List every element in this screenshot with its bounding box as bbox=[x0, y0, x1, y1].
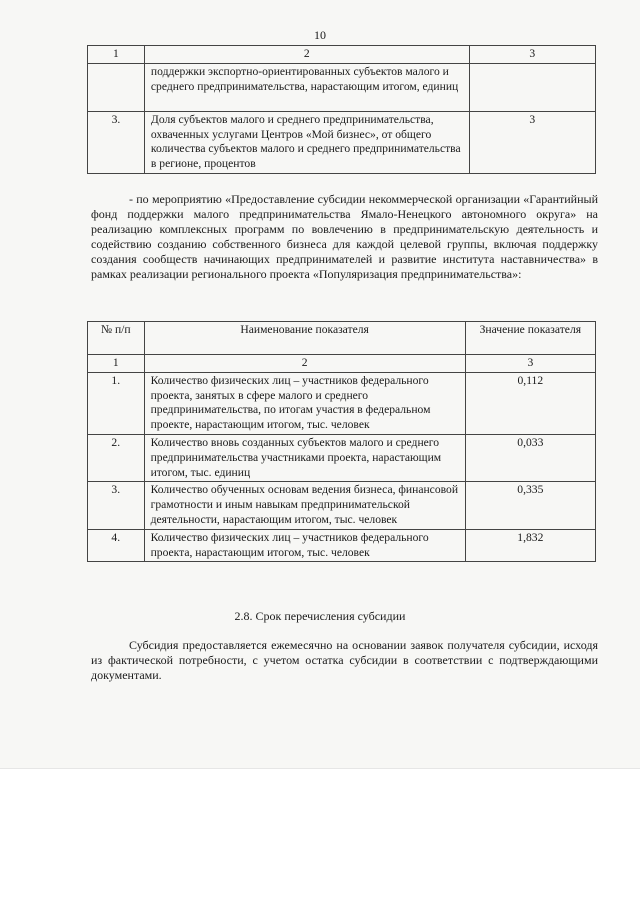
row-indicator: поддержки экспортно-ориентированных субъектов малого и среднего предпринимательства, нарастающим итогом, единиц bbox=[144, 63, 469, 111]
section-paragraph bbox=[91, 638, 598, 683]
numbering-cell: 3 bbox=[465, 355, 595, 373]
header-number: № п/п bbox=[88, 322, 145, 355]
table-row bbox=[88, 111, 596, 173]
row-number: 1. bbox=[88, 372, 145, 434]
table-row bbox=[88, 529, 596, 562]
table-row bbox=[88, 434, 596, 481]
row-indicator: Количество физических лиц – участников федерального проекта, занятых в сфере малого и среднего предпринимательства, по итогам участия в федеральном проекте, нарастающим итогом, тыс. человек bbox=[144, 372, 465, 434]
row-value bbox=[469, 63, 595, 111]
row-value: 0,112 bbox=[465, 372, 595, 434]
row-indicator: Количество обученных основам ведения бизнеса, финансовой грамотности и иным навыкам предпринимательской деятельности, нарастающим итогом, тыс. человек bbox=[144, 482, 465, 529]
section-paragraph-text: Субсидия предоставляется ежемесячно на основании заявок получателя субсидии, исходя из фактической потребности, с учетом остатка субсидии в соответствии с подтверждающими документами. bbox=[91, 638, 598, 682]
row-indicator: Количество физических лиц – участников федерального проекта, нарастающим итогом, тыс. человек bbox=[144, 529, 465, 562]
row-indicator: Доля субъектов малого и среднего предпринимательства, охваченных услугами Центров «Мой бизнес», от общего количества субъектов малого и среднего предпринимательства в регионе, процентов bbox=[144, 111, 469, 173]
row-number bbox=[88, 63, 145, 111]
header-cell: 1 bbox=[88, 46, 145, 64]
section-heading: 2.8. Срок перечисления субсидии bbox=[234, 609, 406, 623]
indicators-table bbox=[87, 321, 596, 562]
indicators-table-continued bbox=[87, 45, 596, 174]
row-number: 3. bbox=[88, 482, 145, 529]
row-number: 3. bbox=[88, 111, 145, 173]
row-value: 1,832 bbox=[465, 529, 595, 562]
row-number: 4. bbox=[88, 529, 145, 562]
numbering-cell: 1 bbox=[88, 355, 145, 373]
table-header-row bbox=[88, 46, 596, 64]
activity-description-text: - по мероприятию «Предоставление субсидии некоммерческой организации «Гарантийный фонд поддержки малого предпринимательства Ямало-Ненецкого автономного округа» на реализацию комплексных программ по вовлечению в предпринимательскую деятельность и содействию созданию собственного бизнеса для каждой целевой группы, включая поддержку создания сообществ начинающих предпринимателей и развитие института наставничества» в рамках реализации регионального проекта «Популяризация предпринимательства»: bbox=[91, 192, 598, 281]
table-row bbox=[88, 372, 596, 434]
header-indicator: Наименование показателя bbox=[144, 322, 465, 355]
page-number: 10 bbox=[314, 28, 326, 42]
table-header-row bbox=[88, 322, 596, 355]
table-row bbox=[88, 482, 596, 529]
row-value: 0,033 bbox=[465, 434, 595, 481]
row-value: 0,335 bbox=[465, 482, 595, 529]
row-value: 3 bbox=[469, 111, 595, 173]
table-row bbox=[88, 63, 596, 111]
header-cell: 2 bbox=[144, 46, 469, 64]
row-indicator: Количество вновь созданных субъектов малого и среднего предпринимательства участниками проекта, нарастающим итогом, тыс. единиц bbox=[144, 434, 465, 481]
table-numbering-row bbox=[88, 355, 596, 373]
activity-description bbox=[91, 192, 598, 282]
header-value: Значение показателя bbox=[465, 322, 595, 355]
numbering-cell: 2 bbox=[144, 355, 465, 373]
row-number: 2. bbox=[88, 434, 145, 481]
header-cell: 3 bbox=[469, 46, 595, 64]
